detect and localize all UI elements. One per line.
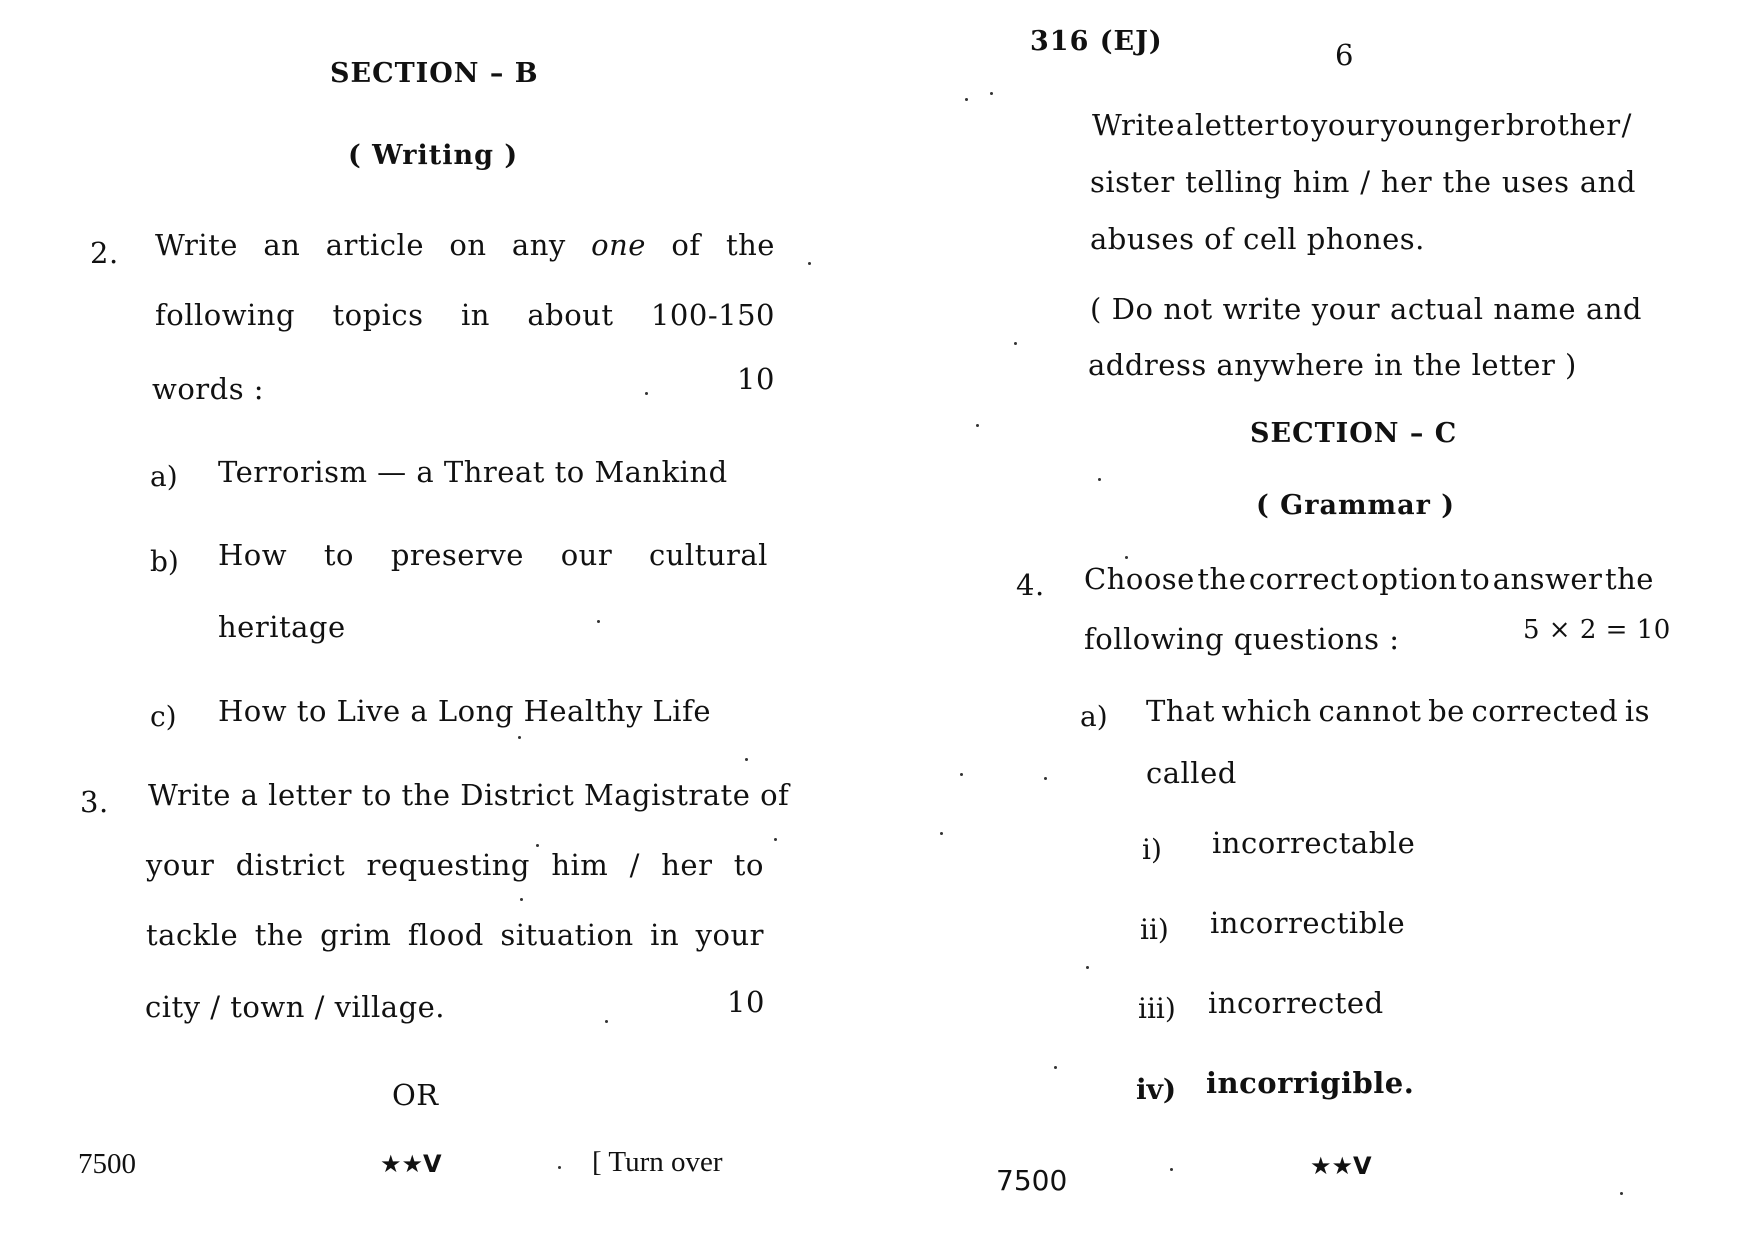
option-a-label: a) — [150, 460, 178, 493]
word: tackle — [146, 918, 239, 952]
alt-letter-note-line-2: address anywhere in the letter ) — [1088, 348, 1577, 382]
word: / — [629, 848, 640, 882]
scan-speck — [645, 392, 648, 395]
word: ( — [1090, 292, 1102, 326]
question-3-marks: 10 — [727, 985, 765, 1019]
section-b-title: SECTION – B — [330, 58, 539, 89]
right-footer-stars: ★★V — [1310, 1152, 1372, 1180]
word: our — [560, 538, 613, 572]
scan-speck — [520, 898, 523, 901]
word: to — [733, 848, 764, 882]
question-4-line-2: following questions : — [1084, 622, 1400, 656]
word: topics — [332, 298, 424, 332]
question-4-number: 4. — [1016, 568, 1045, 602]
word: to — [1460, 562, 1491, 596]
word: to — [323, 538, 355, 572]
word: Write — [155, 228, 238, 262]
word: sister — [1090, 165, 1175, 199]
word: the — [1197, 562, 1247, 596]
word: Write — [1092, 108, 1175, 142]
option-b-line-2: heritage — [218, 610, 346, 644]
word: How — [218, 538, 288, 572]
scan-speck — [1620, 1192, 1623, 1195]
scan-speck — [1044, 777, 1047, 780]
word: not — [1163, 292, 1213, 326]
choice-iv-label: iv) — [1136, 1073, 1177, 1106]
option-b-label: b) — [150, 545, 179, 578]
word: cultural — [649, 538, 768, 572]
word: answer — [1492, 562, 1603, 596]
word: of — [671, 228, 701, 262]
alt-letter-line-2 — [1090, 165, 1636, 199]
scan-speck — [1086, 966, 1089, 969]
word: letter — [1194, 108, 1279, 142]
part-a-line-1 — [1146, 694, 1650, 728]
turn-over-note: [ Turn over — [592, 1146, 723, 1178]
word: an — [263, 228, 301, 262]
word: / — [1621, 108, 1632, 142]
word: name — [1493, 292, 1577, 326]
word: in — [461, 298, 490, 332]
word: your — [695, 918, 764, 952]
scan-speck — [1054, 1066, 1057, 1069]
word: younger — [1380, 108, 1505, 142]
word: / — [1360, 165, 1371, 199]
option-b-line-1 — [218, 538, 768, 572]
word: Choose — [1084, 562, 1195, 596]
word: your — [146, 848, 215, 882]
word: about — [527, 298, 614, 332]
question-3-number: 3. — [80, 785, 109, 819]
emphasis-word: one — [591, 228, 646, 262]
left-footer-stars: ★★V — [380, 1150, 442, 1178]
word: to — [1279, 108, 1310, 142]
word: on — [449, 228, 487, 262]
word: That — [1146, 694, 1215, 728]
word: him — [551, 848, 609, 882]
word: in — [650, 918, 680, 952]
scan-speck — [605, 1020, 608, 1023]
scan-speck — [518, 736, 521, 739]
word: which — [1221, 694, 1312, 728]
choice-iii-text: incorrected — [1208, 986, 1384, 1020]
scan-speck — [1098, 478, 1101, 481]
option-a-text: Terrorism — a Threat to Mankind — [218, 455, 728, 489]
scan-speck — [1014, 342, 1017, 345]
word: uses — [1501, 165, 1570, 199]
word: your — [1310, 108, 1380, 142]
question-3-line-4: city / town / village. — [145, 990, 446, 1024]
word: district — [235, 848, 346, 882]
option-c-label: c) — [150, 700, 177, 733]
word: him — [1292, 165, 1350, 199]
word: actual — [1390, 292, 1484, 326]
word: her — [661, 848, 713, 882]
scan-speck — [965, 98, 968, 101]
word: telling — [1185, 165, 1283, 199]
word: Do — [1111, 292, 1154, 326]
choice-ii-text: incorrectible — [1210, 906, 1406, 940]
question-3-line-3 — [146, 918, 764, 952]
section-c-title: SECTION – C — [1250, 418, 1458, 449]
word: a — [1176, 108, 1194, 142]
word: her — [1380, 165, 1433, 199]
scan-speck — [1170, 1168, 1173, 1171]
scan-speck — [558, 1166, 561, 1169]
question-2-number: 2. — [90, 236, 119, 270]
scan-speck — [1125, 556, 1128, 559]
word: the — [1442, 165, 1492, 199]
word: and — [1585, 292, 1642, 326]
scan-speck — [960, 773, 963, 776]
paper-code: 316 (EJ) — [1030, 26, 1163, 57]
word: situation — [500, 918, 634, 952]
word: and — [1579, 165, 1636, 199]
alt-letter-line-1 — [1092, 108, 1632, 142]
word: cannot — [1318, 694, 1422, 728]
question-2-line-1 — [155, 228, 775, 262]
word: brother — [1505, 108, 1621, 142]
or-divider: OR — [392, 1078, 439, 1112]
page-number: 6 — [1335, 38, 1354, 72]
word: any — [511, 228, 566, 262]
word: following — [155, 298, 296, 332]
word: grim — [320, 918, 392, 952]
question-2-marks: 10 — [737, 362, 775, 396]
word: article — [325, 228, 424, 262]
word: the — [254, 918, 304, 952]
word: write — [1222, 292, 1302, 326]
left-footer-code: 7500 — [78, 1148, 136, 1180]
word: requesting — [366, 848, 530, 882]
word: the — [1604, 562, 1654, 596]
word: flood — [407, 918, 484, 952]
word: is — [1624, 694, 1650, 728]
scan-speck — [940, 832, 943, 835]
question-4-marks: 5 × 2 = 10 — [1523, 615, 1671, 645]
section-b-subtitle: ( Writing ) — [348, 140, 519, 171]
right-footer-code: 7500 — [996, 1164, 1068, 1197]
choice-iii-label: iii) — [1138, 992, 1176, 1025]
scan-speck — [976, 424, 979, 427]
question-2-line-2 — [155, 298, 775, 332]
question-2-line-3: words : — [152, 372, 265, 406]
choice-iv-text: incorrigible. — [1206, 1066, 1415, 1100]
choice-ii-label: ii) — [1140, 913, 1169, 946]
choice-i-text: incorrectable — [1212, 826, 1416, 860]
word: preserve — [390, 538, 524, 572]
alt-letter-note-line-1 — [1090, 292, 1642, 326]
choice-i-label: i) — [1142, 833, 1162, 866]
scan-speck — [808, 262, 811, 265]
part-a-label: a) — [1080, 700, 1108, 733]
scan-speck — [597, 620, 600, 623]
word: corrected — [1471, 694, 1619, 728]
scan-speck — [745, 758, 748, 761]
word: option — [1361, 562, 1458, 596]
question-3-line-1: Write a letter to the District Magistrate of — [148, 778, 790, 812]
question-3-line-2 — [146, 848, 764, 882]
word: the — [725, 228, 775, 262]
part-a-line-2: called — [1146, 756, 1237, 790]
scan-speck — [774, 838, 777, 841]
word: your — [1311, 292, 1381, 326]
scan-speck — [536, 844, 539, 847]
word: correct — [1248, 562, 1359, 596]
alt-letter-line-3: abuses of cell phones. — [1090, 222, 1425, 256]
question-4-line-1 — [1084, 562, 1654, 596]
section-c-subtitle: ( Grammar ) — [1256, 490, 1455, 521]
word: be — [1428, 694, 1465, 728]
word: 100-150 — [650, 298, 775, 332]
scan-speck — [990, 92, 993, 95]
option-c-text: How to Live a Long Healthy Life — [218, 694, 711, 728]
